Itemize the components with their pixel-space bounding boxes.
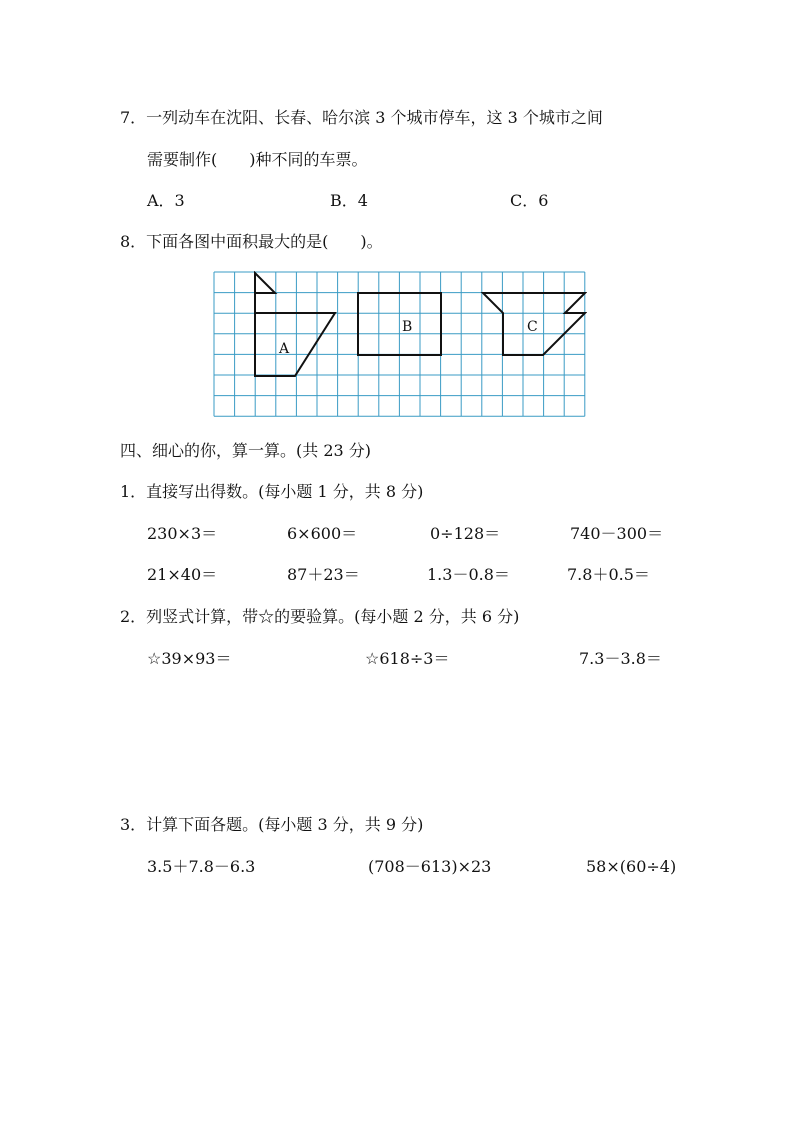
p3-title: 3．计算下面各题。(每小题 3 分，共 9 分) xyxy=(120,815,424,834)
q8-text: 8．下面各图中面积最大的是( )。 xyxy=(120,232,383,251)
p1-item-7: 1.3－0.8＝ xyxy=(427,565,510,584)
shape-label-c: C xyxy=(527,319,538,335)
p1-item-1: 230×3＝ xyxy=(147,524,218,543)
q7-line2: 需要制作( )种不同的车票。 xyxy=(147,150,368,169)
q7-option-c: C．6 xyxy=(510,191,549,210)
p1-item-6: 87＋23＝ xyxy=(287,565,360,584)
p1-item-4: 740－300＝ xyxy=(570,524,664,543)
p1-title: 1．直接写出得数。(每小题 1 分，共 8 分) xyxy=(120,482,424,501)
p3-item-1: 3.5＋7.8－6.3 xyxy=(147,857,256,876)
p1-item-5: 21×40＝ xyxy=(147,565,218,584)
p3-item-3: 58×(60÷4) xyxy=(586,857,677,876)
p2-item-2: ☆618÷3＝ xyxy=(365,649,450,668)
p2-item-1: ☆39×93＝ xyxy=(147,649,232,668)
section4-title: 四、细心的你，算一算。(共 23 分) xyxy=(120,441,372,460)
shape-a xyxy=(255,273,335,376)
q7-option-b: B．4 xyxy=(330,191,368,210)
p1-item-8: 7.8＋0.5＝ xyxy=(567,565,650,584)
shape-label-a: A xyxy=(279,341,290,357)
q7-line1: 7．一列动车在沈阳、长春、哈尔滨 3 个城市停车，这 3 个城市之间 xyxy=(120,108,603,127)
p2-item-3: 7.3－3.8＝ xyxy=(579,649,662,668)
p1-item-2: 6×600＝ xyxy=(287,524,358,543)
p3-item-2: (708－613)×23 xyxy=(368,857,492,876)
p1-item-3: 0÷128＝ xyxy=(430,524,501,543)
q7-option-a: A．3 xyxy=(147,191,185,210)
shape-label-b: B xyxy=(402,319,413,335)
area-grid-figure xyxy=(213,271,587,419)
p2-title: 2．列竖式计算，带☆的要验算。(每小题 2 分，共 6 分) xyxy=(120,607,520,626)
